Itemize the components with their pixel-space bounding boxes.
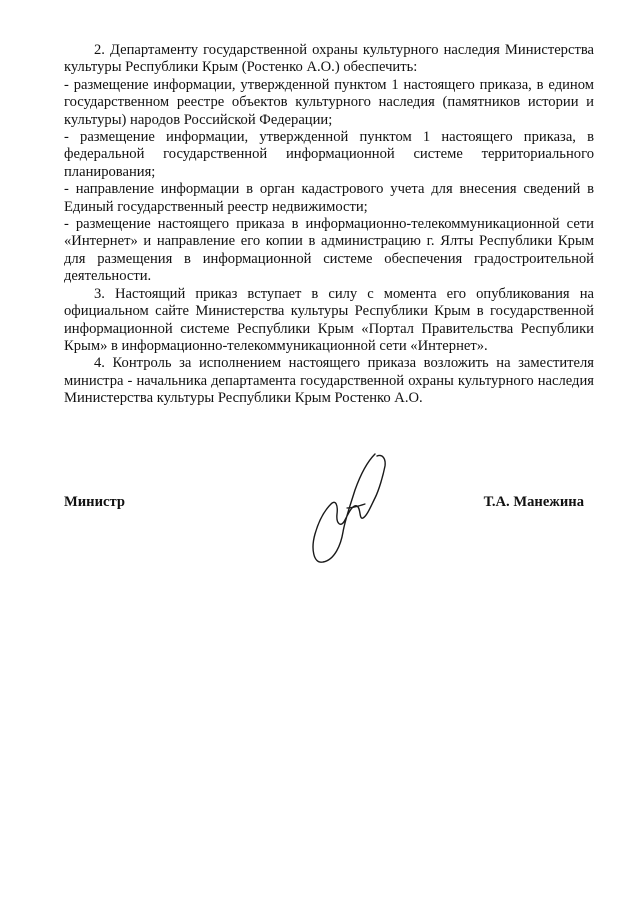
paragraph-2-item-2: - размещение информации, утвержденной пунктом 1 настоящего приказа, в федеральной государственной информационной системе территориального планирования; [64,129,594,180]
paragraph-2-item-1: - размещение информации, утвержденной пунктом 1 настоящего приказа, в едином государственном реестре объектов культурного наследия (памятников истории и культуры) народов Российской Федерации; [64,76,594,128]
paragraph-4: 4. Контроль за исполнением настоящего приказа возложить на заместителя министра - начальника департамента государственной охраны культурного наследия Министерства культуры Республики Крым Ростенко А.О. [64,355,594,407]
paragraph-2-item-3: - направление информации в орган кадастрового учета для внесения сведений в Единый государственный реестр недвижимости; [64,181,594,215]
paragraph-2-item-4: - размещение настоящего приказа в информационно-телекоммуникационной сети «Интернет» и направление его копии в администрацию г. Ялты Республики Крым для размещения в информационной системе обеспечения градостроительной деятельности. [64,216,594,285]
signatory-name: Т.А. Манежина [483,494,584,510]
signature-block [64,494,584,514]
paragraph-3: 3. Настоящий приказ вступает в силу с момента его опубликования на официальном сайте Министерства культуры Республики Крым в государственной информационной системе Республики Крым «Портал Правительства Республики Крым» в информационно-телекоммуникационной сети «Интернет». [64,285,594,354]
document-body [64,42,594,408]
paragraph-2: 2. Департаменту государственной охраны культурного наследия Министерства культуры Республики Крым (Ростенко А.О.) обеспечить: [64,42,594,76]
signatory-position: Министр [64,494,125,510]
